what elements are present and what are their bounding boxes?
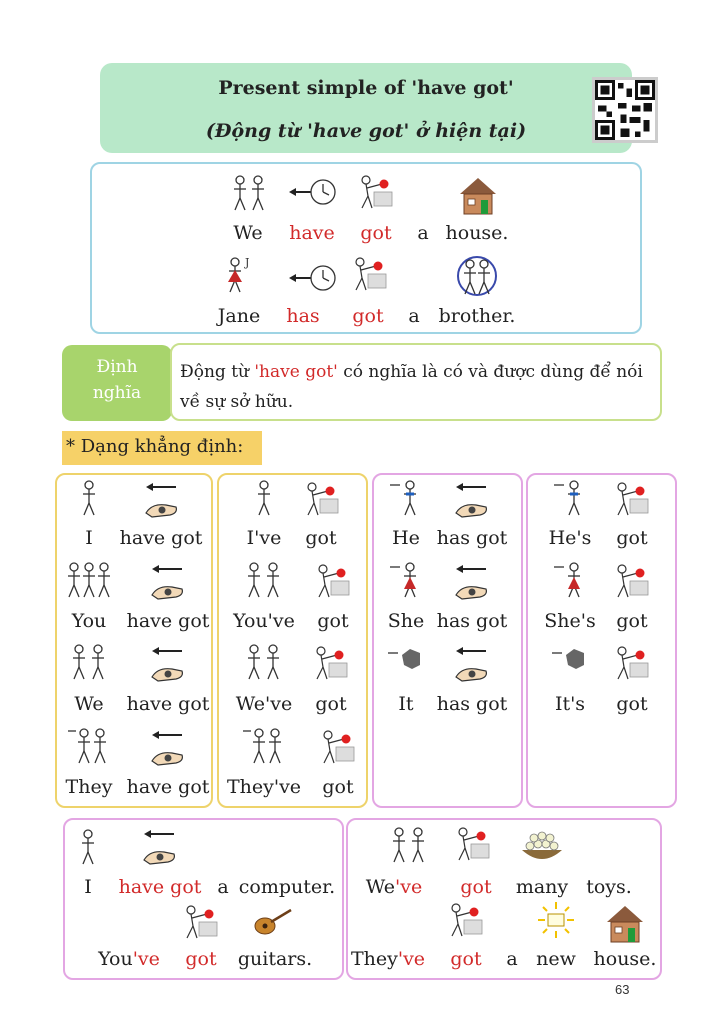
table-cell: has got — [436, 610, 508, 632]
table-cell: got — [317, 610, 349, 632]
we-symbol-icon — [241, 641, 287, 683]
table-cell: It — [398, 693, 414, 715]
sentence-word: have got — [118, 876, 202, 898]
have-hand-icon — [138, 826, 182, 868]
it-symbol-icon — [550, 643, 590, 683]
example-1-word: a — [417, 222, 429, 244]
they-symbol-icon — [241, 725, 287, 767]
example-2-word: has — [286, 305, 320, 327]
table-cell: got — [616, 610, 648, 632]
new-icon — [536, 900, 576, 940]
table-cell: I've — [246, 527, 282, 549]
they-symbol-icon — [66, 725, 112, 767]
definition-box — [170, 343, 662, 421]
you-symbol-icon — [66, 559, 112, 601]
definition-text: Động từ 'have got' có nghĩa là có và được dùng để nói về sự sở hữu. — [180, 362, 643, 412]
have-hand-icon — [146, 643, 190, 685]
page-number: 63 — [615, 982, 630, 997]
she-symbol-icon — [552, 559, 588, 601]
got-icon — [316, 725, 360, 769]
house-icon — [456, 172, 500, 216]
sentence-word: toys. — [586, 876, 632, 898]
svg-text:J: J — [245, 256, 250, 269]
sentence-word: computer. — [238, 876, 336, 898]
table-cell: got — [305, 527, 337, 549]
sentence-word: many — [515, 876, 569, 898]
past-clock-icon — [289, 174, 339, 210]
table-cell: We — [74, 693, 104, 715]
sentence-word: got — [450, 948, 482, 970]
page-title: Present simple of 'have got' — [218, 77, 514, 99]
table-cell: have got — [126, 776, 210, 798]
table-cell: He's — [548, 527, 592, 549]
guitar-icon — [251, 904, 297, 940]
have-hand-icon — [450, 561, 494, 603]
table-cell: have got — [119, 527, 203, 549]
table-cell: have got — [126, 610, 210, 632]
i-symbol-icon — [74, 477, 104, 519]
table-cell: He — [392, 527, 420, 549]
title-banner — [100, 63, 632, 153]
got-icon — [610, 641, 654, 685]
page-subtitle: (Động từ 'have got' ở hiện tại) — [205, 120, 527, 142]
table-cell: got — [616, 693, 648, 715]
definition-tag-line: Định — [96, 357, 138, 377]
i-symbol-icon — [73, 826, 103, 868]
sentence-word: a — [506, 948, 518, 970]
got-icon — [309, 641, 353, 685]
have-hand-icon — [146, 561, 190, 603]
example-2-word: Jane — [217, 305, 261, 327]
table-cell: You — [71, 610, 107, 632]
table-cell: We've — [235, 693, 293, 715]
got-icon — [179, 900, 223, 944]
sentence-word: guitars. — [237, 948, 313, 970]
table-full-forms-singular — [372, 473, 523, 808]
got-icon — [610, 477, 654, 521]
house-icon — [603, 900, 647, 944]
have-hand-icon — [140, 479, 184, 521]
example-box-right — [346, 818, 662, 980]
she-symbol-icon — [388, 559, 424, 601]
sentence-word: We've — [365, 876, 423, 898]
qr-code-icon[interactable] — [592, 77, 658, 143]
we-symbol-icon — [386, 824, 432, 868]
definition-tag — [62, 345, 172, 421]
definition-term: 'have got' — [254, 362, 338, 382]
definition-tag-line: nghĩa — [92, 383, 142, 403]
example-2-word: got — [352, 305, 384, 327]
sentence-word: They've — [350, 948, 426, 970]
table-short-forms-plural — [217, 473, 368, 808]
affirmative-heading: * Dạng khẳng định: — [62, 431, 262, 465]
brother-icon — [455, 254, 499, 298]
he-symbol-icon — [552, 477, 588, 519]
table-cell: has got — [436, 527, 508, 549]
table-cell: got — [322, 776, 354, 798]
example-2-word: brother. — [438, 305, 516, 327]
table-cell: She — [387, 610, 425, 632]
table-cell: She's — [544, 610, 596, 632]
sentence-word: got — [185, 948, 217, 970]
we-symbol-icon — [66, 641, 112, 683]
table-short-forms-singular — [526, 473, 677, 808]
got-icon — [354, 170, 398, 214]
got-icon — [451, 822, 495, 866]
table-cell: They've — [226, 776, 302, 798]
example-1-word: got — [360, 222, 392, 244]
table-cell: has got — [436, 693, 508, 715]
got-icon — [311, 559, 355, 603]
sentence-word: a — [217, 876, 229, 898]
sentence-word: house. — [593, 948, 657, 970]
have-hand-icon — [146, 727, 190, 769]
toys-icon — [518, 828, 566, 866]
example-box-left — [63, 818, 344, 980]
table-cell: I — [85, 527, 93, 549]
table-full-forms-plural — [55, 473, 213, 808]
example-1-word: house. — [445, 222, 509, 244]
examples-box — [90, 162, 642, 334]
example-1-word: We — [233, 222, 263, 244]
got-icon — [444, 898, 488, 942]
have-hand-icon — [450, 479, 494, 521]
table-cell: It's — [554, 693, 586, 715]
got-icon — [348, 252, 392, 296]
got-icon — [610, 559, 654, 603]
sentence-word: I — [84, 876, 92, 898]
table-cell: got — [616, 527, 648, 549]
you-symbol-icon — [241, 559, 287, 601]
table-cell: have got — [126, 693, 210, 715]
it-symbol-icon — [386, 643, 426, 683]
i-symbol-icon — [249, 477, 279, 519]
he-symbol-icon — [388, 477, 424, 519]
table-cell: They — [65, 776, 113, 798]
girl-symbol-icon — [221, 252, 255, 298]
got-icon — [300, 477, 344, 521]
have-hand-icon — [450, 643, 494, 685]
example-1-word: have — [289, 222, 335, 244]
we-symbol-icon — [226, 172, 272, 216]
example-2-word: a — [408, 305, 420, 327]
past-clock-icon — [289, 260, 339, 296]
sentence-word: got — [460, 876, 492, 898]
sentence-word: You've — [98, 948, 160, 970]
sentence-word: new — [536, 948, 576, 970]
table-cell: You've — [233, 610, 295, 632]
table-cell: got — [315, 693, 347, 715]
